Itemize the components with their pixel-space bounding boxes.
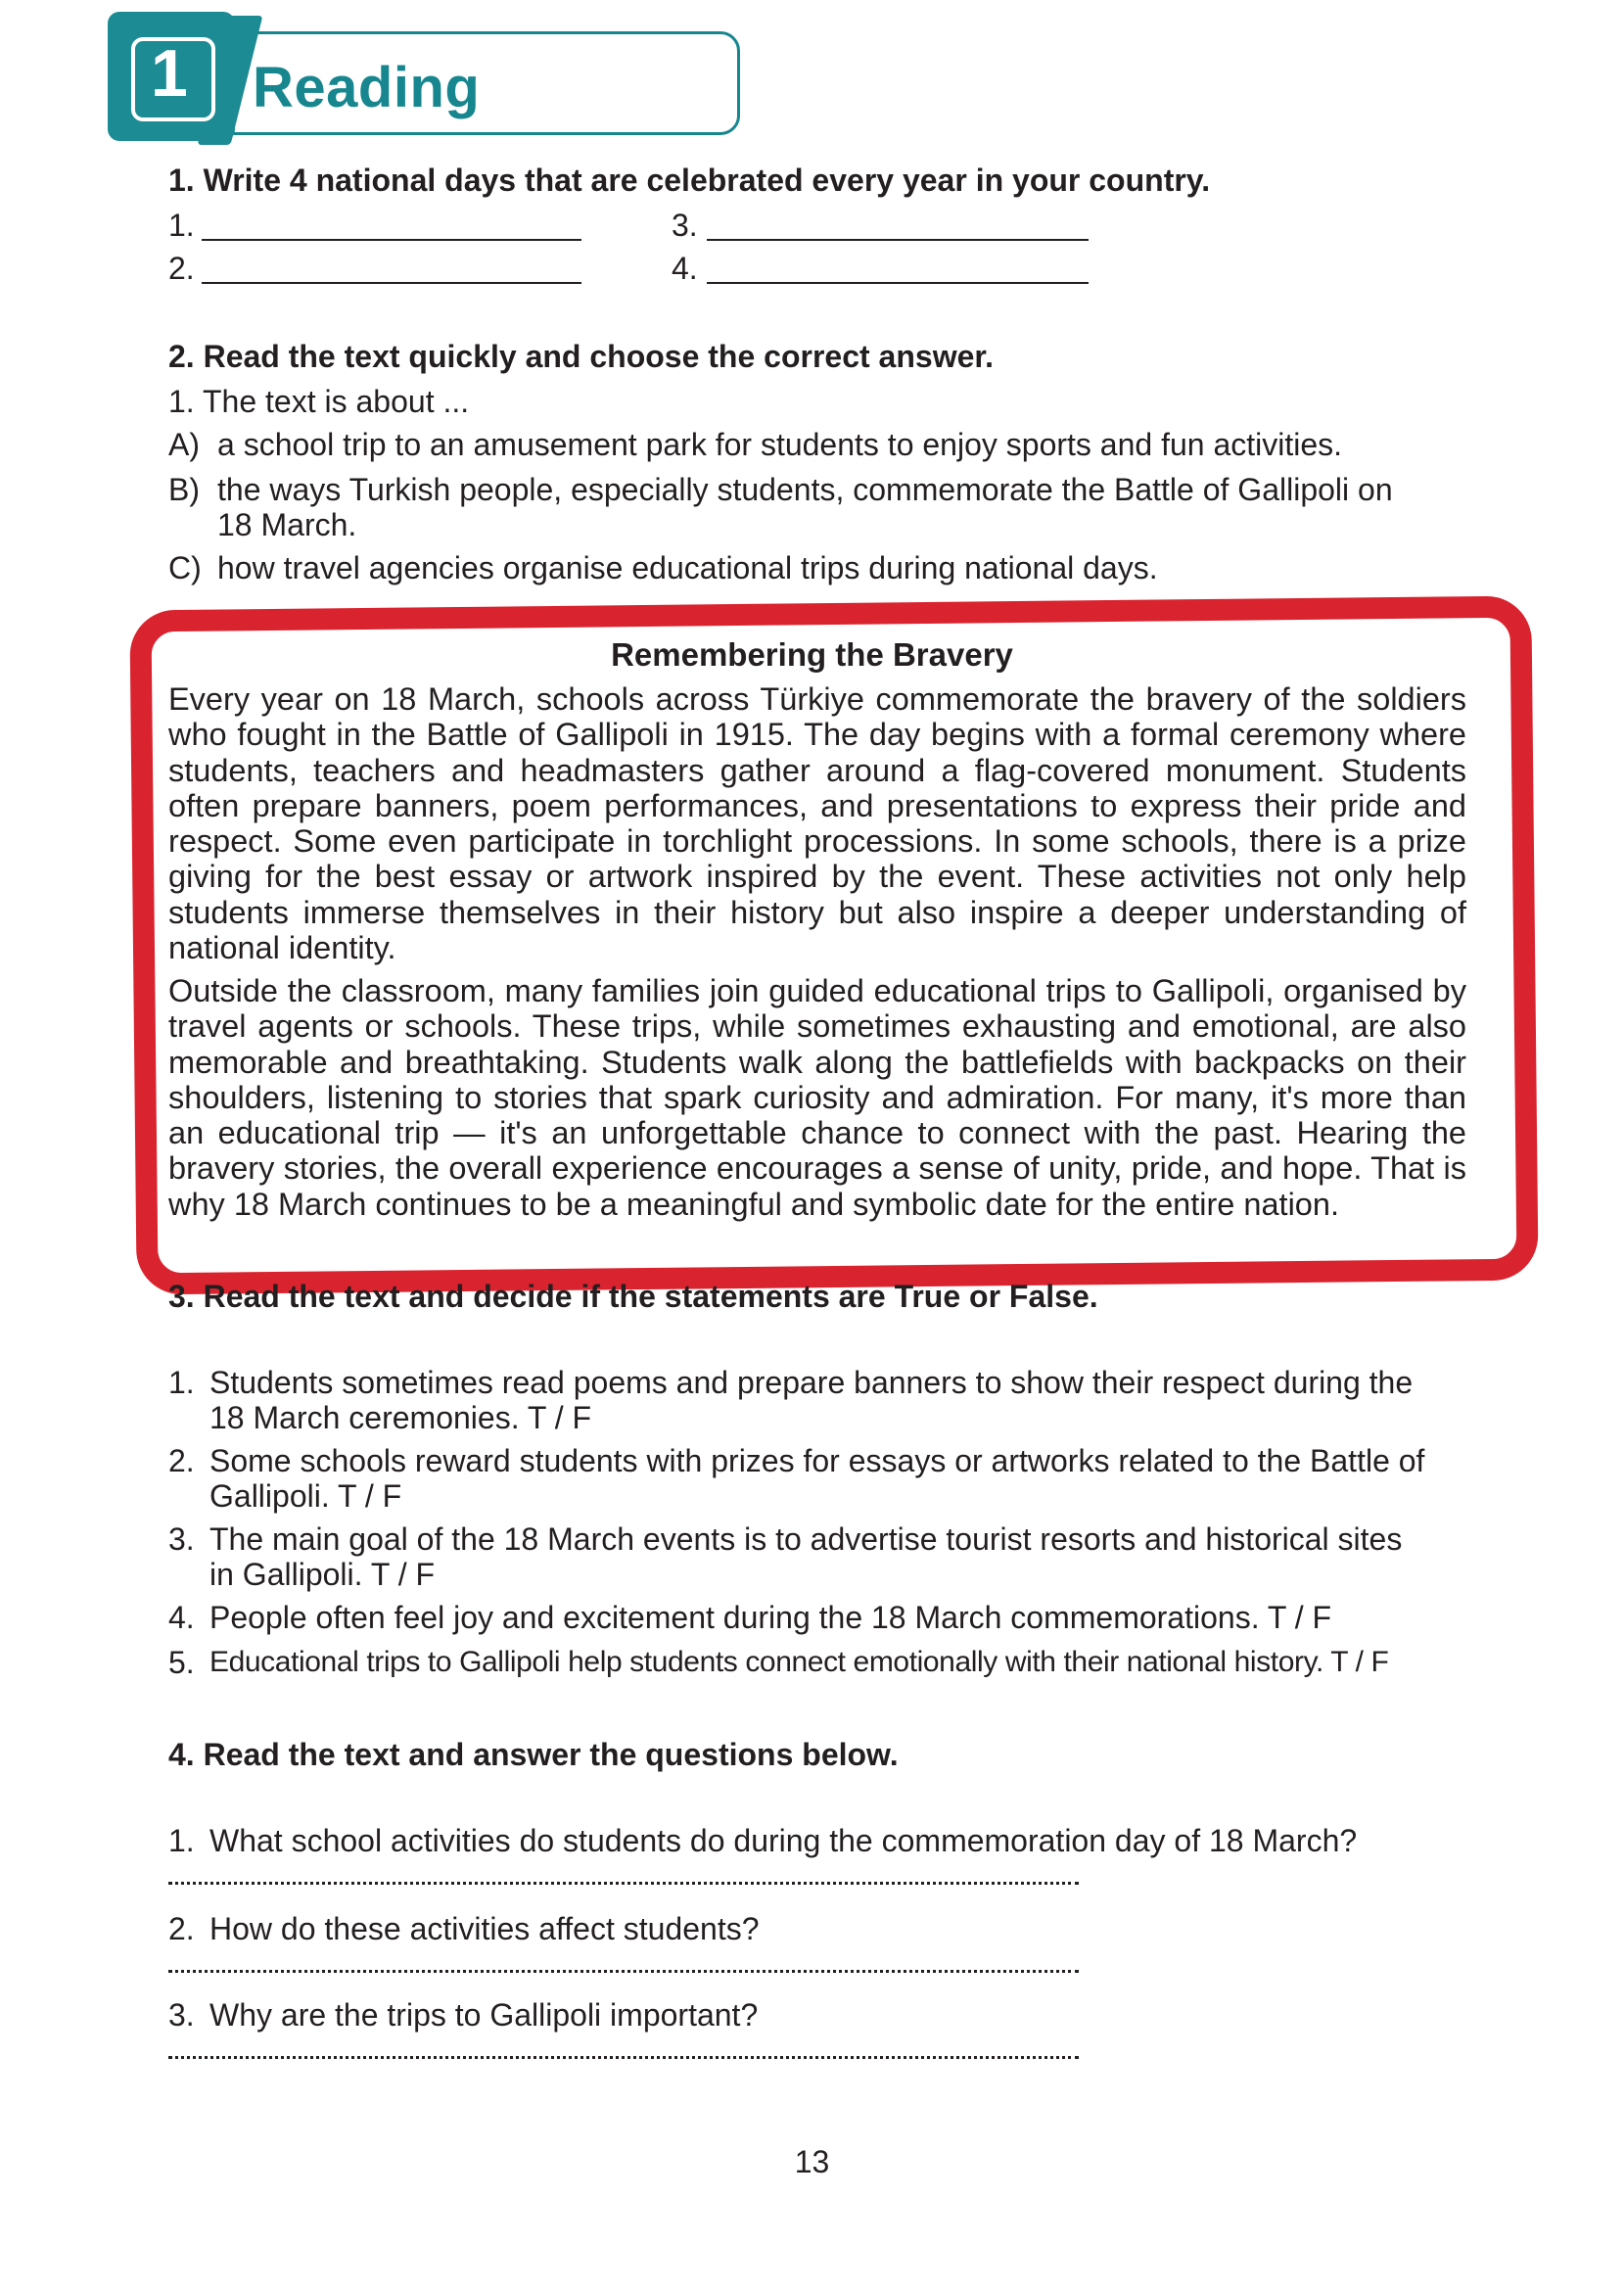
section-title: Reading: [253, 56, 481, 119]
q2-option-b-text-cont: 18 March.: [217, 507, 357, 542]
q3-item-5-number: 5.: [168, 1645, 195, 1680]
q3-item-1-number: 1.: [168, 1365, 195, 1400]
unit-header: [108, 12, 746, 147]
q4-title: 4. Read the text and answer the questions below.: [168, 1737, 899, 1772]
q2-option-b-text: the ways Turkish people, especially students, commemorate the Battle of Gallipoli on: [217, 472, 1393, 507]
reading-paragraph-2: Outside the classroom, many families join guided educational trips to Gallipoli, organised by travel agents or schools. These trips, while sometimes exhausting and emotional, are also memorable and breathtaking. Students walk along the battlefields with backpacks on their shoulders, listening to stories that spark curiosity and admiration. For many, it's more than an educational trip — it's an unforgettable chance to connect with the past. Hearing the bravery stories, the overall experience encourages a sense of unity, pride, and hope. That is why 18 March continues to be a meaningful and symbolic date for the entire nation.: [168, 973, 1466, 1222]
q1-answer-blank-2[interactable]: [202, 282, 581, 284]
q1-answer-blank-3[interactable]: [707, 239, 1089, 241]
q1-blank-label-2: 2.: [168, 251, 195, 286]
q3-item-2-number: 2.: [168, 1443, 195, 1478]
q1-blank-label-3: 3.: [672, 208, 698, 243]
q2-option-c-text: how travel agencies organise educational trips during national days.: [217, 550, 1158, 585]
q2-title: 2. Read the text quickly and choose the correct answer.: [168, 339, 994, 374]
reading-paragraph-1: Every year on 18 March, schools across Türkiye commemorate the bravery of the soldiers who fought in the Battle of Gallipoli in 1915. The day begins with a formal ceremony where students, teachers and headmasters gather around a flag-covered monument. Students often prepare banners, poem performances, and presentations to express their pride and respect. Some even participate in torchlight processions. In some schools, there is a prize giving for the best essay or artwork inspired by the event. These activities not only help students immerse themselves in their history but also inspire a deeper understanding of national identity.: [168, 681, 1466, 966]
q3-title: 3. Read the text and decide if the statements are True or False.: [168, 1279, 1098, 1314]
q1-answer-blank-1[interactable]: [202, 239, 581, 241]
q2-question: 1. The text is about ...: [168, 384, 470, 419]
q3-item-1-text-cont[interactable]: 18 March ceremonies. T / F: [209, 1400, 592, 1435]
q1-answer-blank-4[interactable]: [707, 282, 1089, 284]
q4-answer-line-3[interactable]: [168, 2056, 1079, 2059]
q3-item-3-text-cont[interactable]: in Gallipoli. T / F: [209, 1557, 436, 1592]
q4-item-1-number: 1.: [168, 1823, 195, 1858]
unit-number: 1: [151, 36, 188, 111]
q3-item-3-number: 3.: [168, 1521, 195, 1557]
q2-option-b-letter[interactable]: B): [168, 472, 200, 507]
q3-item-4-number: 4.: [168, 1600, 195, 1635]
q3-item-3-text: The main goal of the 18 March events is to advertise tourist resorts and historical sites: [209, 1521, 1403, 1557]
q3-item-2-text: Some schools reward students with prizes for essays or artworks related to the Battle of: [209, 1443, 1425, 1478]
page-number: 13: [794, 2144, 830, 2179]
unit-badge: [108, 12, 235, 141]
q1-title: 1. Write 4 national days that are celebrated every year in your country.: [168, 163, 1211, 198]
q3-item-2-text-cont[interactable]: Gallipoli. T / F: [209, 1478, 402, 1514]
q4-item-1-text: What school activities do students do during the commemoration day of 18 March?: [209, 1823, 1358, 1858]
q2-option-a-letter[interactable]: A): [168, 427, 200, 462]
q4-item-3-text: Why are the trips to Gallipoli important?: [209, 1997, 759, 2033]
q4-item-2-text: How do these activities affect students?: [209, 1911, 760, 1946]
q1-blank-label-4: 4.: [672, 251, 698, 286]
q3-item-5-text[interactable]: Educational trips to Gallipoli help students connect emotionally with their national history. T / F: [209, 1646, 1389, 1678]
q2-option-a-text: a school trip to an amusement park for students to enjoy sports and fun activities.: [217, 427, 1343, 462]
q3-item-1-text: Students sometimes read poems and prepare banners to show their respect during the: [209, 1365, 1414, 1400]
q2-option-c-letter[interactable]: C): [168, 550, 202, 585]
q4-item-2-number: 2.: [168, 1911, 195, 1946]
q4-answer-line-2[interactable]: [168, 1970, 1079, 1973]
q4-item-3-number: 3.: [168, 1997, 195, 2033]
q4-answer-line-1[interactable]: [168, 1882, 1079, 1885]
q3-item-4-text[interactable]: People often feel joy and excitement during the 18 March commemorations. T / F: [209, 1600, 1332, 1635]
q1-blank-label-1: 1.: [168, 208, 195, 243]
reading-title: Remembering the Bravery: [611, 636, 1013, 673]
